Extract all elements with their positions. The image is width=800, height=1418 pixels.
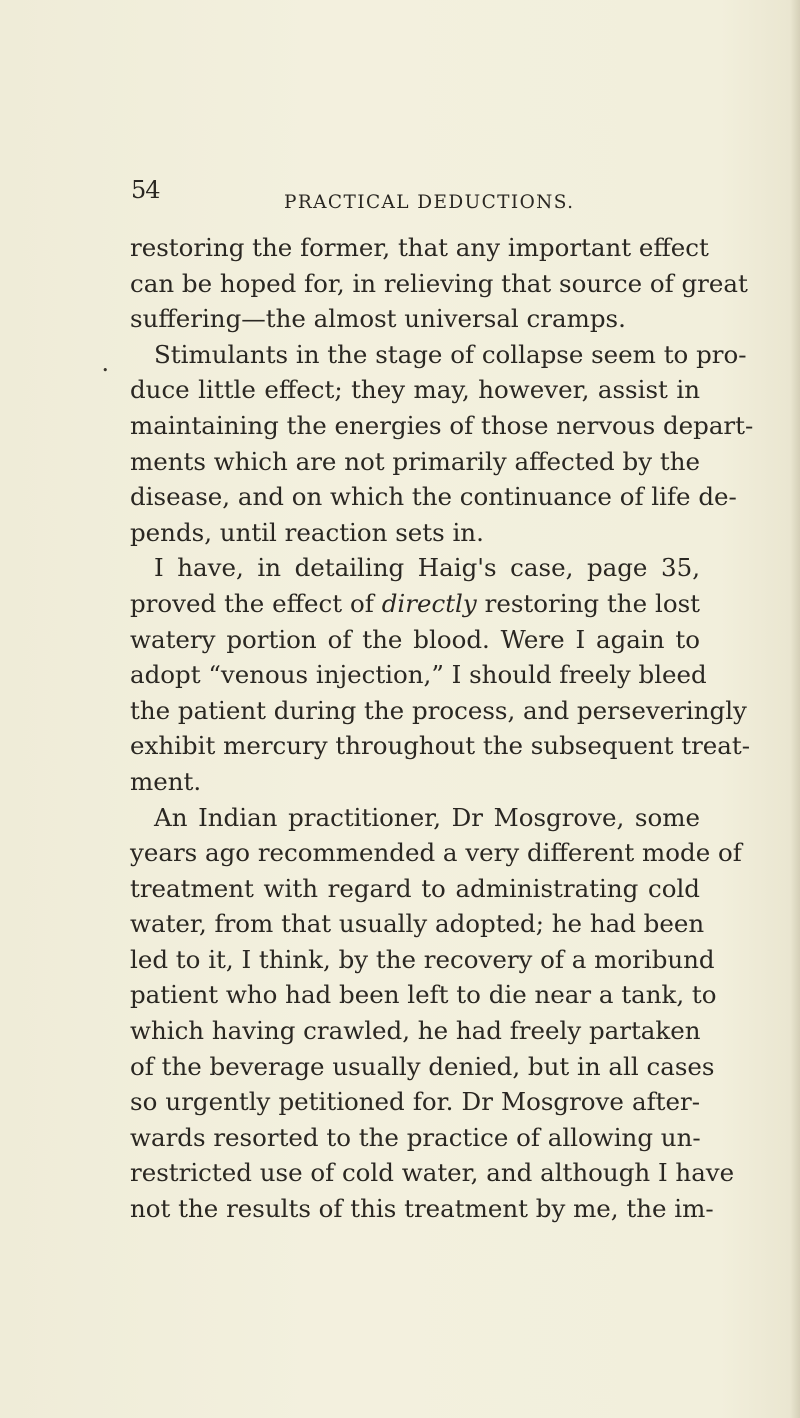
text-segment: proved the effect of <box>130 588 382 618</box>
margin-mark: • <box>102 364 109 377</box>
text-line: adopt “venous injection,” I should freely bleed <box>130 660 707 690</box>
text-line: patient who had been left to die near a tank, to <box>130 980 717 1010</box>
text-line: watery portion of the blood. Were I again to <box>130 624 700 654</box>
text-line: pends, until reaction sets in. <box>130 517 484 547</box>
text-line: water, from that usually adopted; he had been <box>130 909 705 939</box>
text-line: disease, and on which the continuance of life de- <box>130 482 737 512</box>
text-line: restoring the former, that any important effect <box>130 233 709 262</box>
paragraph-start-line: I have, in detailing Haig's case, page 35, <box>154 553 700 583</box>
text-line: suffering—the almost universal cramps. <box>130 304 626 334</box>
italic-word: directly <box>381 588 477 618</box>
text-line: ments which are not primarily affected by the <box>130 446 700 476</box>
page-header <box>131 176 575 216</box>
text-segment: restoring the lost <box>476 588 700 618</box>
text-line: of the beverage usually denied, but in all cases <box>130 1051 715 1081</box>
paragraph-start-line: Stimulants in the stage of collapse seem to pro- <box>154 339 747 369</box>
text-line: led to it, I think, by the recovery of a moribund <box>130 944 715 974</box>
page-edge-shadow <box>790 0 800 1418</box>
text-line: years ago recommended a very different mode of <box>130 838 742 868</box>
paragraph-start-line: An Indian practitioner, Dr Mosgrove, some <box>154 802 700 832</box>
text-line: wards resorted to the practice of allowing un- <box>130 1122 701 1152</box>
text-line: restricted use of cold water, and although I have <box>130 1158 735 1188</box>
text-line: which having crawled, he had freely partaken <box>130 1016 701 1046</box>
text-line: can be hoped for, in relieving that source of great <box>130 268 748 298</box>
text-line: ment. <box>130 766 202 796</box>
body-text <box>130 230 754 1227</box>
page-number: 54 <box>131 176 160 204</box>
text-line-with-italic <box>130 586 700 622</box>
text-line: maintaining the energies of those nervous depart- <box>130 410 754 440</box>
text-line: duce little effect; they may, however, assist in <box>130 375 700 405</box>
text-line: exhibit mercury throughout the subsequent treat- <box>130 731 751 761</box>
text-line: treatment with regard to administrating cold <box>130 873 700 903</box>
text-line: not the results of this treatment by me, the im- <box>130 1194 714 1224</box>
text-line: so urgently petitioned for. Dr Mosgrove after- <box>130 1087 700 1117</box>
running-head: PRACTICAL DEDUCTIONS. <box>284 192 575 213</box>
text-line: the patient during the process, and perseveringly <box>130 695 747 725</box>
